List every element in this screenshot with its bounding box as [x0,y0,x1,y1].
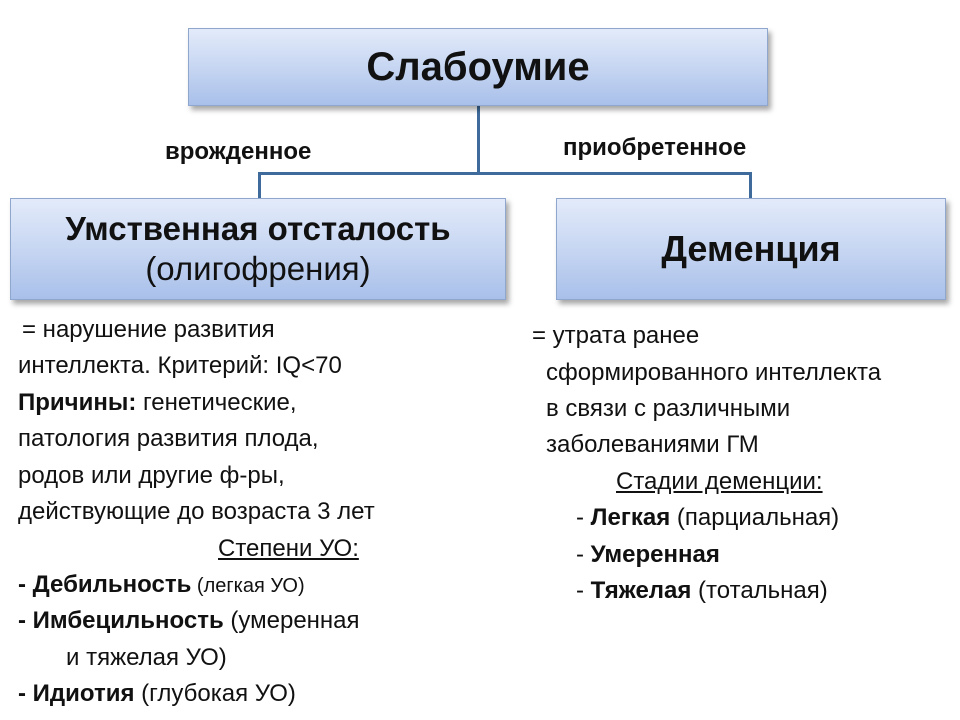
branch-label-acquired: приобретенное [563,134,747,161]
degree-item-continuation [66,640,227,676]
right-box-title: Деменция [661,228,841,269]
degree-note: (глубокая УО) [134,680,296,707]
degree-item [18,603,360,639]
connector-horizontal [258,172,752,175]
left-box-title: Умственная отсталость [65,210,451,247]
left-desc-line6: действующие до возраста 3 лет [18,498,375,525]
root-title: Слабоумие [366,44,590,89]
stage-note: (тотальная) [691,577,828,604]
stage-note: (парциальная) [670,504,840,531]
degree-note: (умеренная [223,607,360,634]
root-node-box [188,28,768,106]
left-causes-line [18,385,297,421]
left-desc-line5: родов или другие ф-ры, [18,462,285,489]
stage-item [576,500,839,536]
intellectual-disability-box [10,198,506,300]
left-desc-line1: = нарушение развития [22,316,275,343]
stage-name: Тяжелая [590,577,692,604]
connector-right-down [749,172,752,199]
left-desc-line2: интеллекта. Критерий: IQ<70 [18,352,342,379]
right-desc-line4: заболеваниями ГМ [546,431,759,458]
causes-text: генетические, [136,389,297,416]
left-desc-line4: патология развития плода, [18,425,319,452]
connector-left-down [258,172,261,199]
degree-name: - Идиотия [18,680,135,707]
degree-item [18,676,296,712]
causes-label: Причины: [18,389,137,416]
stage-dash: - [576,577,584,604]
stage-name: Умеренная [590,541,720,568]
stage-name: Легкая [590,504,671,531]
stage-dash: - [576,504,584,531]
degrees-heading: Степени УО: [218,535,359,562]
left-box-subtitle: (олигофрения) [145,250,371,287]
right-desc-line1: = утрата ранее [532,322,700,349]
connector-root-down [477,106,480,174]
right-desc-line3: в связи с различными [546,395,791,422]
degree-name: - Дебильность [18,571,192,598]
stage-dash: - [576,541,584,568]
degree-item [18,567,305,604]
stage-item [576,537,720,573]
degree-note: (легкая УО) [191,575,305,597]
branch-label-congenital: врожденное [165,138,312,165]
dementia-box [556,198,946,300]
degree-name: - Имбецильность [18,607,224,634]
right-desc-line2: сформированного интеллекта [546,359,882,386]
stage-item [576,573,828,609]
degree-note: и тяжелая УО) [66,644,227,671]
stages-heading: Стадии деменции: [616,468,823,495]
